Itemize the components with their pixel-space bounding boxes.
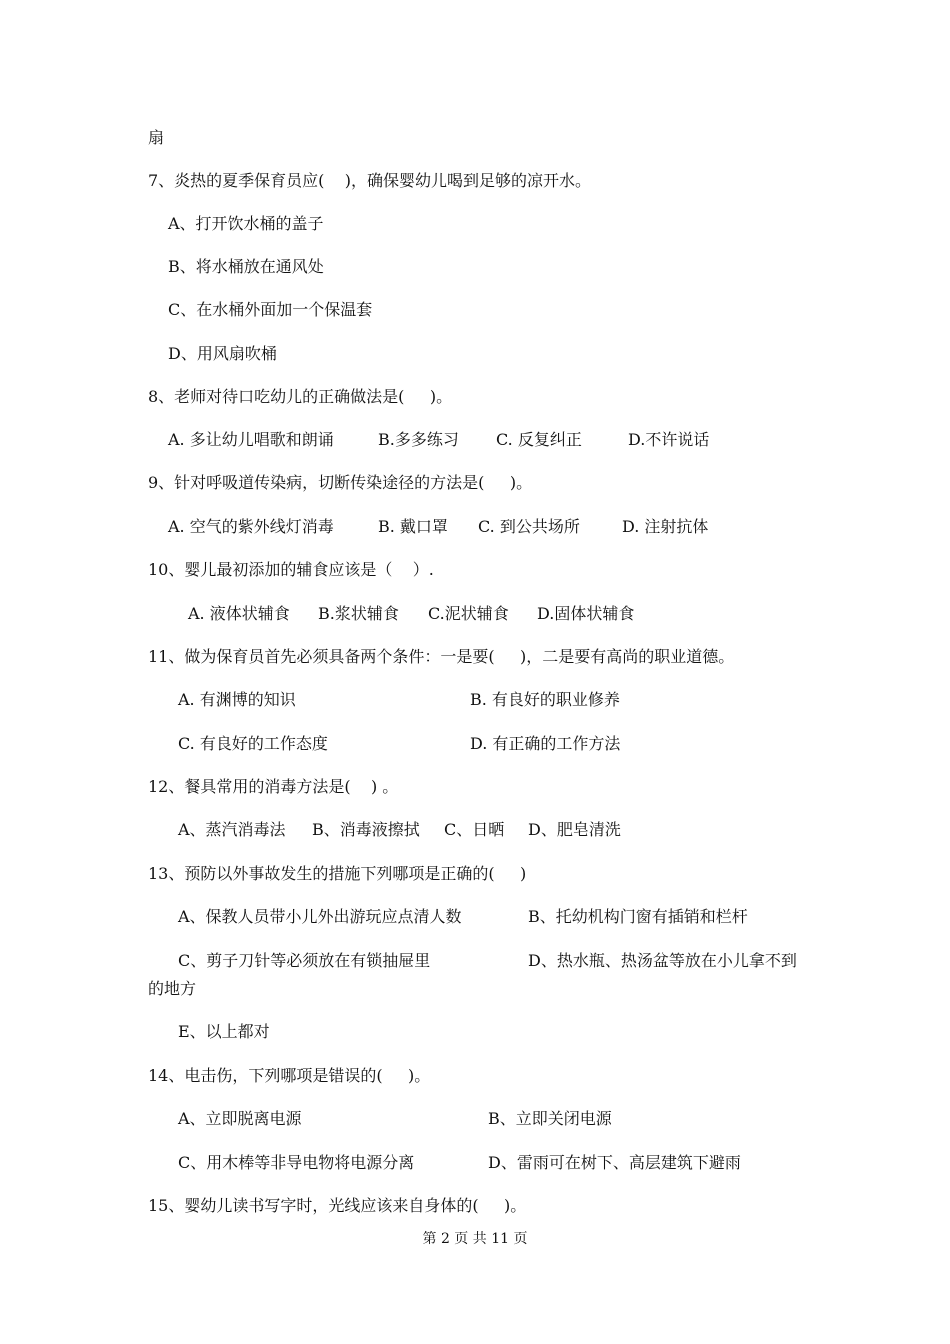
option-c: C、在水桶外面加一个保温套 — [168, 300, 373, 319]
option-a: A. 液体状辅食 — [188, 604, 290, 623]
option-d-continuation: 的地方 — [148, 979, 197, 998]
option-d: D. 注射抗体 — [622, 517, 709, 536]
option-b: B.多多练习 — [378, 430, 459, 449]
option-b: B. 戴口罩 — [378, 517, 448, 536]
option-a: A. 有渊博的知识 — [178, 690, 296, 709]
option-a: A. 空气的紫外线灯消毒 — [168, 517, 334, 536]
question-13: 13、预防以外事故发生的措施下列哪项是正确的( ) — [148, 864, 527, 883]
option-c: C、日晒 — [444, 820, 505, 839]
option-d: D.固体状辅食 — [537, 604, 635, 623]
question-8: 8、老师对待口吃幼儿的正确做法是( )。 — [148, 387, 453, 406]
option-b: B、托幼机构门窗有插销和栏杆 — [528, 907, 748, 926]
question-7: 7、炎热的夏季保育员应( )，确保婴幼儿喝到足够的凉开水。 — [148, 171, 592, 190]
question-9: 9、针对呼吸道传染病，切断传染途径的方法是( )。 — [148, 473, 533, 492]
option-d: D.不许说话 — [628, 430, 710, 449]
option-c: C. 反复纠正 — [496, 430, 582, 449]
option-a: A、保教人员带小儿外出游玩应点清人数 — [178, 907, 462, 926]
option-d: D、用风扇吹桶 — [168, 344, 277, 363]
question-14: 14、电击伤，下列哪项是错误的( )。 — [148, 1066, 431, 1085]
option-c: C、剪子刀针等必须放在有锁抽屉里 — [178, 951, 431, 970]
option-c: C. 有良好的工作态度 — [178, 734, 328, 753]
option-b: B、将水桶放在通风处 — [168, 257, 324, 276]
option-a: A、蒸汽消毒法 — [178, 820, 286, 839]
option-d: D、热水瓶、热汤盆等放在小儿拿不到 — [528, 951, 797, 970]
option-d: D、肥皂清洗 — [528, 820, 621, 839]
option-c: C、用木棒等非导电物将电源分离 — [178, 1153, 415, 1172]
option-a: A. 多让幼儿唱歌和朗诵 — [168, 430, 334, 449]
option-c: C. 到公共场所 — [478, 517, 580, 536]
option-d: D、雷雨可在树下、高层建筑下避雨 — [488, 1153, 741, 1172]
question-11: 11、做为保育员首先必须具备两个条件：一是要( )，二是要有高尚的职业道德。 — [148, 647, 735, 666]
text-fragment: 扇 — [148, 128, 165, 147]
option-b: B.浆状辅食 — [318, 604, 399, 623]
option-e: E、以上都对 — [178, 1022, 270, 1041]
page-footer: 第 2 页 共 11 页 — [422, 1231, 528, 1247]
option-a: A、立即脱离电源 — [178, 1109, 302, 1128]
option-b: B、消毒液擦拭 — [312, 820, 420, 839]
option-d: D. 有正确的工作方法 — [470, 734, 621, 753]
option-a: A、打开饮水桶的盖子 — [168, 214, 324, 233]
option-c: C.泥状辅食 — [428, 604, 509, 623]
question-15: 15、婴幼儿读书写字时，光线应该来自身体的( )。 — [148, 1196, 527, 1215]
option-b: B、立即关闭电源 — [488, 1109, 612, 1128]
option-b: B. 有良好的职业修养 — [470, 690, 620, 709]
question-10: 10、婴儿最初添加的辅食应该是（ ）. — [148, 560, 434, 579]
question-12: 12、餐具常用的消毒方法是( ) 。 — [148, 777, 399, 796]
